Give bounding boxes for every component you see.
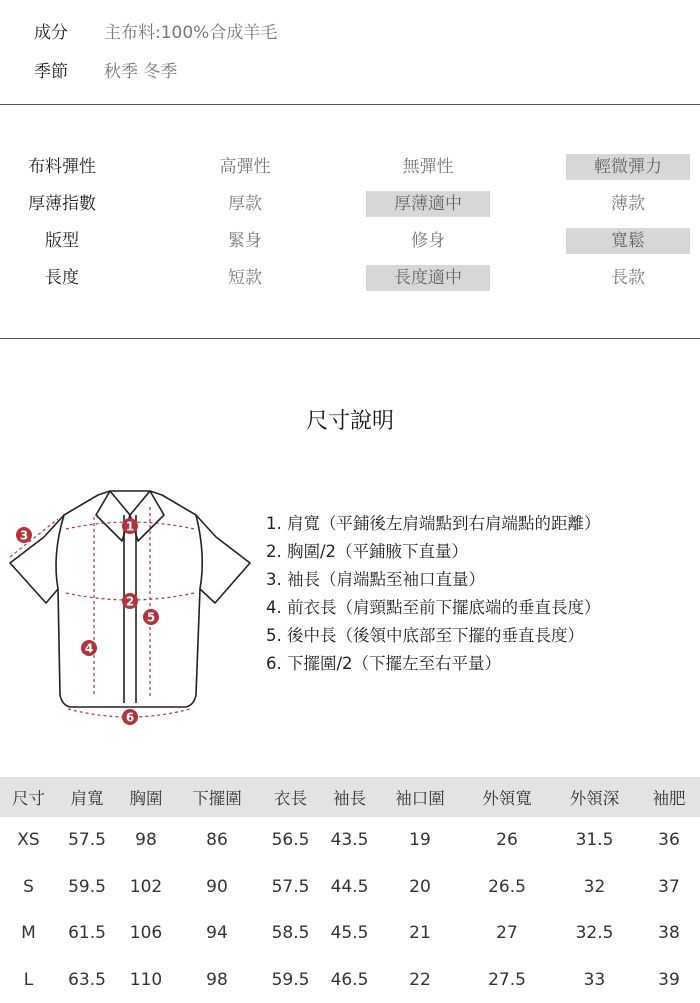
size-table xyxy=(0,777,700,1003)
attribute-option-selected: 厚薄適中 xyxy=(366,191,490,217)
size-table-cell: 98 xyxy=(117,817,175,864)
measurement-lines xyxy=(10,507,194,717)
measurement-item: 6. 下擺圍/2（下擺左至右平量） xyxy=(266,650,601,678)
size-table-header-cell: 袖肥 xyxy=(638,777,700,817)
info-label-composition: 成分 xyxy=(34,18,68,43)
attribute-option: 修身 xyxy=(366,228,490,254)
size-table-cell: 19 xyxy=(377,817,463,864)
size-table-cell: 46.5 xyxy=(322,957,377,1003)
info-label-season: 季節 xyxy=(34,57,68,82)
attribute-option-selected: 輕微彈力 xyxy=(566,154,690,180)
measurement-item: 4. 前衣長（肩頸點至前下擺底端的垂直長度） xyxy=(266,594,601,622)
size-table-cell: 86 xyxy=(175,817,259,864)
size-table-cell: M xyxy=(0,910,57,957)
attribute-name: 厚薄指數 xyxy=(0,191,124,217)
size-table-cell: 106 xyxy=(117,910,175,957)
info-value-season: 秋季 冬季 xyxy=(104,57,177,82)
size-section-title: 尺寸說明 xyxy=(0,404,700,435)
marker-number: 6 xyxy=(126,711,134,725)
size-table-header-cell: 袖長 xyxy=(322,777,377,817)
measurement-item: 5. 後中長（後領中底部至下擺的垂直長度） xyxy=(266,622,601,650)
size-table-cell: 94 xyxy=(175,910,259,957)
size-table-cell: 39 xyxy=(638,957,700,1003)
size-table-cell: 61.5 xyxy=(57,910,117,957)
size-table-header-cell: 外領深 xyxy=(551,777,638,817)
size-table-cell: 32.5 xyxy=(551,910,638,957)
size-table-cell: 37 xyxy=(638,864,700,911)
attribute-option-selected: 寬鬆 xyxy=(566,228,690,254)
size-table-cell: S xyxy=(0,864,57,911)
size-table-cell: 26 xyxy=(463,817,551,864)
measurement-item: 1. 肩寬（平鋪後左肩端點到右肩端點的距離） xyxy=(266,510,601,538)
attribute-option-selected: 長度適中 xyxy=(366,265,490,291)
info-top-cut xyxy=(34,0,54,1)
attribute-name: 布料彈性 xyxy=(0,154,124,180)
marker-number: 4 xyxy=(85,642,93,656)
info-value-composition: 主布料:100%合成羊毛 xyxy=(104,18,277,43)
size-table-cell: L xyxy=(0,957,57,1003)
attribute-row xyxy=(0,154,700,180)
size-table-header-cell: 衣長 xyxy=(259,777,322,817)
size-table-cell: 31.5 xyxy=(551,817,638,864)
marker-number: 5 xyxy=(147,611,155,625)
size-table-cell: 98 xyxy=(175,957,259,1003)
size-table-cell: 32 xyxy=(551,864,638,911)
size-table-cell: 22 xyxy=(377,957,463,1003)
size-table-row xyxy=(0,957,700,1003)
divider-top xyxy=(0,104,700,105)
size-table-cell: 58.5 xyxy=(259,910,322,957)
attribute-row xyxy=(0,191,700,217)
size-table-cell: 26.5 xyxy=(463,864,551,911)
size-table-header-cell: 外領寬 xyxy=(463,777,551,817)
size-table-cell: 102 xyxy=(117,864,175,911)
size-table-header-cell: 下擺圍 xyxy=(175,777,259,817)
size-table-header-cell: 尺寸 xyxy=(0,777,57,817)
size-table-header-cell: 肩寬 xyxy=(57,777,117,817)
measurement-legend xyxy=(266,510,601,678)
attribute-option: 無彈性 xyxy=(366,154,490,180)
size-table-header-cell: 胸圍 xyxy=(117,777,175,817)
measurement-item: 2. 胸圍/2（平鋪腋下直量） xyxy=(266,538,601,566)
size-table-cell: 59.5 xyxy=(57,864,117,911)
size-table-cell: 27.5 xyxy=(463,957,551,1003)
attribute-option: 長款 xyxy=(566,265,690,291)
size-table-cell: 20 xyxy=(377,864,463,911)
attribute-option: 短款 xyxy=(183,265,307,291)
size-table-cell: 59.5 xyxy=(259,957,322,1003)
size-table-cell: 38 xyxy=(638,910,700,957)
size-table-header-cell: 袖口圍 xyxy=(377,777,463,817)
size-table-cell: 110 xyxy=(117,957,175,1003)
marker-number: 1 xyxy=(126,520,134,534)
size-table-cell: 36 xyxy=(638,817,700,864)
marker-number: 2 xyxy=(126,595,134,609)
size-table-cell: 45.5 xyxy=(322,910,377,957)
size-table-cell: 90 xyxy=(175,864,259,911)
size-table-cell: 21 xyxy=(377,910,463,957)
attribute-row xyxy=(0,228,700,254)
size-table-cell: 44.5 xyxy=(322,864,377,911)
size-table-cell: XS xyxy=(0,817,57,864)
size-table-cell: 57.5 xyxy=(259,864,322,911)
shirt-measurement-diagram xyxy=(0,485,260,730)
divider-bottom xyxy=(0,338,700,339)
attribute-row xyxy=(0,265,700,291)
attribute-option: 高彈性 xyxy=(183,154,307,180)
attribute-option: 薄款 xyxy=(566,191,690,217)
size-table-row xyxy=(0,817,700,864)
size-table-row xyxy=(0,864,700,911)
diagram-markers xyxy=(16,518,159,725)
attribute-option: 厚款 xyxy=(183,191,307,217)
attribute-option: 緊身 xyxy=(183,228,307,254)
size-table-cell: 33 xyxy=(551,957,638,1003)
size-table-cell: 57.5 xyxy=(57,817,117,864)
size-table-row xyxy=(0,910,700,957)
size-table-cell: 43.5 xyxy=(322,817,377,864)
size-table-cell: 27 xyxy=(463,910,551,957)
attribute-name: 長度 xyxy=(0,265,124,291)
attribute-name: 版型 xyxy=(0,228,124,254)
size-table-cell: 56.5 xyxy=(259,817,322,864)
marker-number: 3 xyxy=(20,529,28,543)
size-table-cell: 63.5 xyxy=(57,957,117,1003)
measurement-item: 3. 袖長（肩端點至袖口直量） xyxy=(266,566,601,594)
